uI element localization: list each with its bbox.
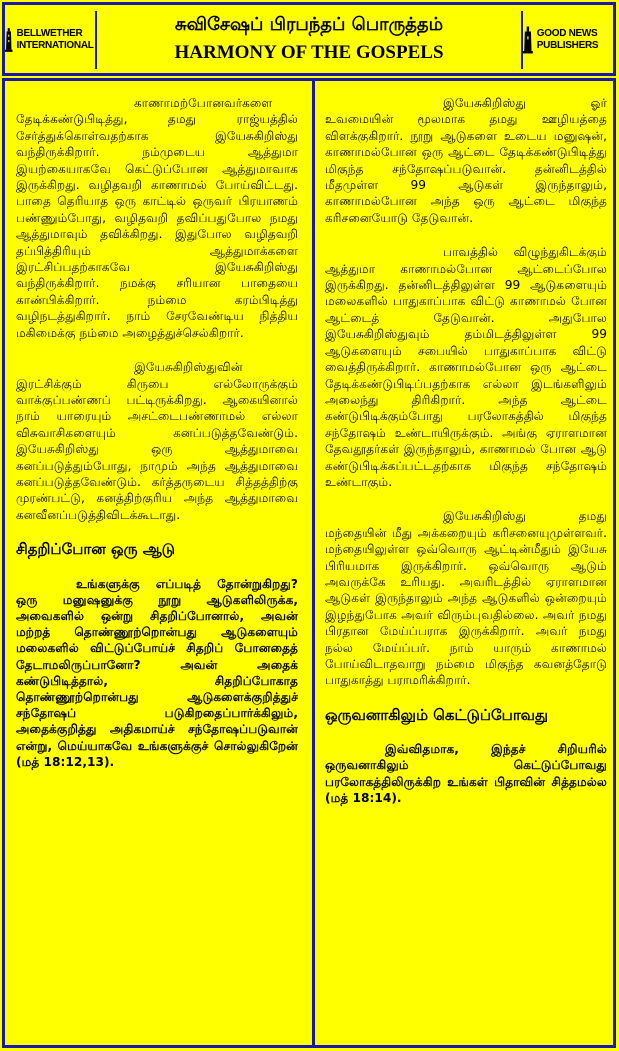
section-heading-perish: ஒருவனாகிலும் கெட்டுப்போவது: [325, 705, 549, 724]
scripture-quote-2: இவ்விதமாக, இந்தச் சிறியரில் ஒருவனாகிலும் கெட்டுப்போவது பரலோகத்திலிருக்கிற உங்கள் பிதாவின் சித்தமல்ல (மத் 18:14).: [325, 742, 607, 805]
title-area: [101, 5, 517, 73]
right-paragraph-1: இயேசுகிறிஸ்து ஓர் உவமையின் மூலமாக தமது ஊழியத்தை விளக்குகிறார். நூறு ஆடுகளை உடைய மனுஷன், காணாமல்போன ஒரு ஆட்டை தேடிக்கண்டுபிடித்து மிகுந்த சந்தோஷப்படுவான். தன்னிடத்தில் மீதமுள்ள 99 ஆடுகள் இருந்தாலும், காணாமல்போன அந்த ஒரு ஆட்டை மிகுந்த கரிசனையோடு தேடுவான்.: [325, 96, 607, 225]
right-paragraph-3: இயேசுகிறிஸ்து தமது மந்தையின் மீது அக்கறையும் கரிசனையுமுள்ளவர். மந்தையிலுள்ள ஒவ்வொரு ஆட்டின்மீதும் இயேசு பிரியமாக இருக்கிறார். ஒவ்வொரு ஆடும் அவருக்கே உரியது. அவரிடத்தில் ஏராளமான ஆடுகள் இருந்தாலும் அந்த ஆடுகளில் ஒன்றையும் இழந்துபோக அவர் விரும்புவதில்லை. அவர் நமது பிரதான மேய்ப்பராக இருக்கிறார். அவர் நமது நல்ல மேய்ப்பர். நாம் யாரும் காணாமல் போய்விடாதவாறு நம்மை மிகுந்த கவனத்தோடு பாதுகாத்து பராமரிக்கிறார்.: [325, 509, 607, 688]
left-column: [16, 95, 298, 788]
logo-right-text: GOOD NEWS PUBLISHERS: [536, 28, 599, 51]
section-heading-lost-sheep: சிதறிப்போன ஒரு ஆடு: [16, 540, 176, 559]
tower-icon: [5, 18, 13, 62]
book-tower-icon: [523, 18, 533, 62]
title-english: HARMONY OF THE GOSPELS: [174, 42, 444, 63]
right-column: [325, 95, 607, 824]
left-paragraph-1: காணாமற்போனவர்களை தேடிக்கண்டுபிடித்து, தமது ராஜ்யத்தில் சேர்த்துக்கொள்வதற்காக இயேசுகிறிஸ்து வந்திருக்கிறார். நம்முடைய ஆத்துமா இயற்கையாகவே கெட்டுப்போன ஆத்துமாவாக இருக்கிறது. வழிதவறி காணாமல் போய்விட்டது. பாதை தெரியாத ஒரு காட்டில் ஒருவர் பிரயாணம் பண்ணும்போது, வழிதவறி தவிப்பதுபோல நமது ஆத்துமாவும் தவிக்கிறது. இதுபோல வழிதவறி தப்பித்திரியும் ஆத்துமாக்களை இரட்சிப்பதற்காகவே இயேசுகிறிஸ்து வந்திருக்கிறார். நமக்கு சரியான பாதையை காண்பிக்கிறார். நம்மை கரம்பிடித்து வழிநடத்துகிறார். நாம் சேரவேண்டிய நித்திய மகிமைக்கு நம்மை அழைத்துச்செல்கிறார்.: [16, 96, 298, 340]
bellwether-logo: [5, 11, 97, 69]
content-frame: [2, 78, 616, 1048]
logo-left-text: BELLWETHER INTERNATIONAL: [16, 28, 94, 51]
title-tamil: சுவிசேஷப் பிரபந்தப் பொருத்தம்: [174, 14, 444, 35]
scripture-quote: உங்களுக்கு எப்படித் தோன்றுகிறது? ஒரு மனுஷனுக்கு நூறு ஆடுகளிலிருக்க, அவைகளில் ஒன்று சிதறிப்போனால், அவன் மற்றத் தொண்ணூற்றொன்பது ஆடுகளையும் மலைகளில் விட்டுப்போய்ச் சிதறிப் போனதைத் தேடாமலிருப்பானோ? அவன் அதைக் கண்டுபிடித்தால், சிதறிப்போகாத தொண்ணூற்றொன்பது ஆடுகளைக்குறித்துச் சந்தோஷப் படுகிறதைப்பார்க்கிலும், அதைக்குறித்து அதிகமாய்ச் சந்தோஷப்படுவான் என்று, மெய்யாகவே உங்களுக்குச் சொல்லுகிறேன் (மத் 18:12,13).: [16, 576, 298, 769]
column-divider: [312, 81, 315, 1045]
left-paragraph-2: இயேசுகிறிஸ்துவின் இரட்சிக்கும் கிருபை எல்லோருக்கும் வாக்குப்பண்ணப் பட்டிருக்கிறது. ஆகையினால் நாம் யாரையும் அசட்டைபண்ணாமல் எல்லா விசுவாசிகளையும் கனப்படுத்தவேண்டும். இயேசுகிறிஸ்து ஒரு ஆத்துமாவை கனப்படுத்தும்போது, நாமும் அந்த ஆத்துமாவை கனப்படுத்தவேண்டும். கர்த்தருடைய சித்தத்திற்கு முரண்பட்டு, கனத்திற்குரிய அந்த ஆத்துமாவை கனவீனப்படுத்திவிடக்கூடாது.: [16, 360, 298, 522]
right-paragraph-2: பாவத்தில் விழுந்துகிடக்கும் ஆத்துமா காணாமல்போன ஆட்டைப்போல இருக்கிறது. தன்னிடத்திலுள்ள 99 ஆடுகளையும் மலைகளில் பாதுகாப்பாக விட்டு காணாமல் போன ஆட்டைத் தேடுவான். அதுபோல இயேசுகிறிஸ்துவும் தம்மிடத்திலுள்ள 99 ஆடுகளையும் சபையில் பாதுகாப்பாக விட்டு வைத்திருக்கிறார். காணாமல்போன ஒரு ஆட்டை தேடிக்கண்டுபிடிப்பதற்காக எல்லா இடங்களிலும் அலைந்து திரிகிறார். அந்த ஆட்டை கண்டுபிடிக்கும்போது பரலோகத்தில் மிகுந்த சந்தோஷம் உண்டாயிருக்கும். அங்கு ஏராளமான தேவதூதர்கள் இருந்தாலும், காணாமல் போன ஆடு கண்டுபிடிக்கப்பட்டதற்காக மிகுந்த சந்தோஷம் உண்டாகும்.: [325, 245, 607, 489]
page-header: [2, 2, 616, 76]
good-news-logo: [521, 11, 613, 69]
